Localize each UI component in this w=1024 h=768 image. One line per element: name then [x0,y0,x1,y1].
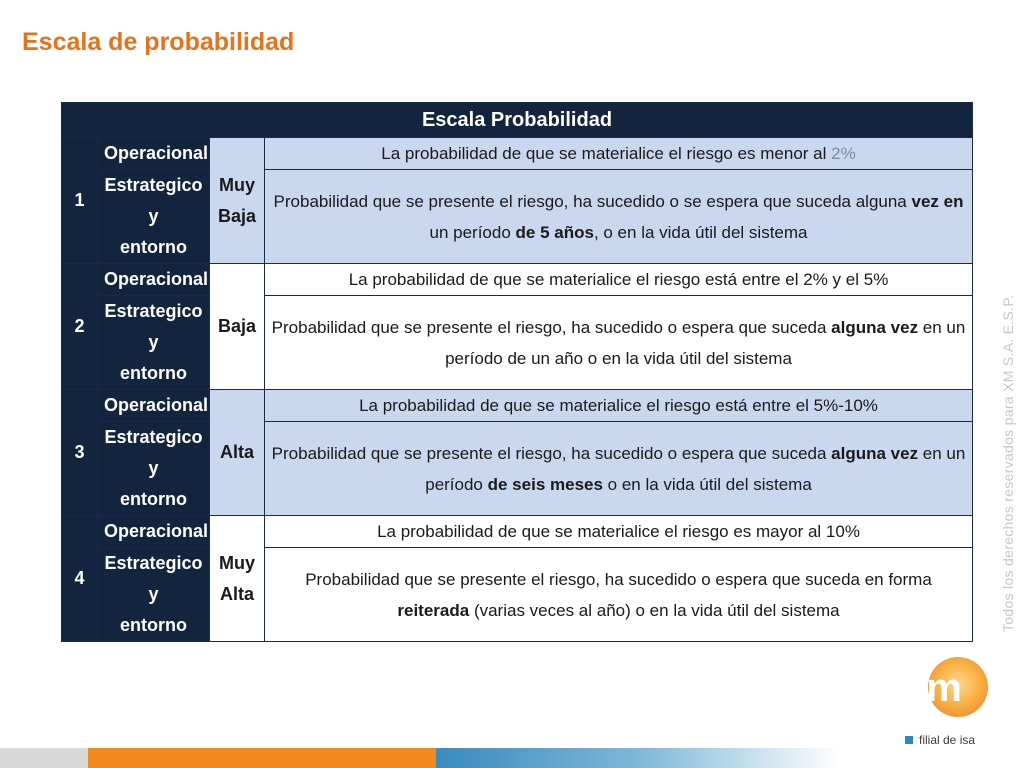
table-row [62,138,973,170]
description-cell: La probabilidad de que se materialice el riesgo es mayor al 10% [265,516,973,548]
category-label: Estrategico y entorno [98,422,210,516]
level-name: Muy Alta [210,516,265,642]
level-name: Baja [210,264,265,390]
level-number: 1 [62,138,98,264]
description-cell: La probabilidad de que se materialice el riesgo es menor al 2% [265,138,973,170]
category-label: Estrategico y entorno [98,548,210,642]
table-row [62,422,973,516]
table-row [62,390,973,422]
page-title: Escala de probabilidad [22,28,295,56]
description-cell: Probabilidad que se presente el riesgo, ha sucedido o se espera que suceda alguna vez en un período de 5 años, o en la vida útil del sistema [265,170,973,264]
square-icon [905,736,913,744]
table-row [62,170,973,264]
logo-tagline: filial de isa [905,733,975,747]
bottom-color-bar [0,748,1024,768]
category-label: Operacional [98,390,210,422]
table-row [62,296,973,390]
table-row [62,516,973,548]
category-label: Operacional [98,516,210,548]
category-label: Estrategico y entorno [98,296,210,390]
level-number: 4 [62,516,98,642]
category-label: Estrategico y entorno [98,170,210,264]
level-name: Alta [210,390,265,516]
category-label: Operacional [98,264,210,296]
description-cell: La probabilidad de que se materialice el riesgo está entre el 2% y el 5% [265,264,973,296]
level-name: Muy Baja [210,138,265,264]
copyright-side-text: Todos los derechos reservados para XM S.A. E.S.P. [1000,294,1016,632]
description-cell: Probabilidad que se presente el riesgo, ha sucedido o espera que suceda alguna vez en un período de un año o en la vida útil del sistema [265,296,973,390]
category-label: Operacional [98,138,210,170]
xm-logo-icon [900,655,995,725]
description-cell: Probabilidad que se presente el riesgo, ha sucedido o espera que suceda en forma reiterada (varias veces al año) o en la vida útil del sistema [265,548,973,642]
table-row [62,548,973,642]
level-number: 2 [62,264,98,390]
probability-scale-table [61,102,973,642]
description-cell: La probabilidad de que se materialice el riesgo está entre el 5%-10% [265,390,973,422]
table-row [62,264,973,296]
table-header: Escala Probabilidad [62,103,973,138]
logo-text: xm [904,666,962,710]
description-cell: Probabilidad que se presente el riesgo, ha sucedido o espera que suceda alguna vez en un período de seis meses o en la vida útil del sistema [265,422,973,516]
level-number: 3 [62,390,98,516]
